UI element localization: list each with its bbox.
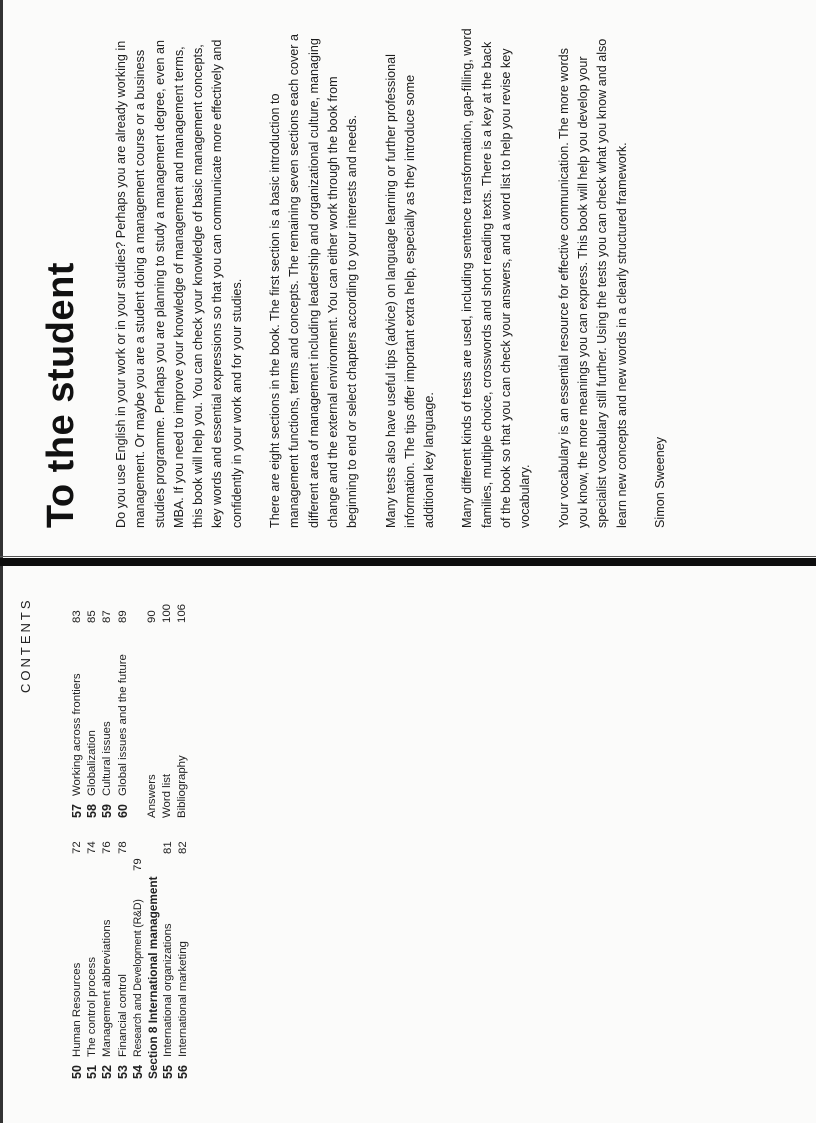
toc-column-left <box>70 829 192 1079</box>
toc-entry-title: Working across frontiers <box>71 673 83 796</box>
toc-entry-page: 74 <box>86 841 99 854</box>
toc-entry-page: 106 <box>176 603 189 623</box>
toc-entry-number: 57 <box>70 804 84 818</box>
toc-entry-title: Word list <box>160 773 173 818</box>
toc-entry <box>116 829 131 1079</box>
paragraph: Do you use English in your work or in your studies? Perhaps you are already working in management. Or maybe you are a student doing a management course or a business studies programme. Perhaps you are planning to study a management degree, even an MBA. If you need to improve your knowledge of management and management terms, this book will help you. You can check your knowledge of basic management concepts, key words and essential expressions so that you can communicate more effectively and confidently in your work and for your studies. <box>114 39 244 528</box>
toc-entry-page: 82 <box>177 841 190 854</box>
toc-extra-entry <box>145 598 160 818</box>
toc-entry <box>161 829 176 1079</box>
toc-entry-page: 90 <box>145 610 158 623</box>
toc-extra-entry <box>175 598 190 818</box>
toc-entry <box>70 598 85 818</box>
toc-entry <box>100 598 115 818</box>
toc-entry-number: 59 <box>100 804 115 818</box>
toc-entry-title: International organizations <box>162 923 175 1057</box>
toc-entry-title: Financial control <box>116 974 129 1057</box>
article-body <box>112 28 689 528</box>
toc-entry <box>176 829 191 1079</box>
toc-entry-number: 60 <box>115 804 130 818</box>
toc-entry <box>100 829 115 1079</box>
paragraph: Your vocabulary is an essential resource for effective communication. The more words you know, the more meanings you can express. This book will help you develop your specialist vocabulary still further. Using the tests you can check what you know and also learn new concepts and new words in a clearly structured framework. <box>556 38 629 528</box>
toc-entry <box>85 598 100 818</box>
paragraph: Many different kinds of tests are used, including sentence transformation, gap-filling, word families, multiple choice, crosswords and short reading texts. There is a key at the back of the book so that you can check your answers, and a word list to help you revise key vocabulary. <box>460 28 533 528</box>
toc-entry-title: Cultural issues <box>101 721 114 796</box>
toc-entry-page: 100 <box>160 603 173 623</box>
toc-entry-page: 81 <box>162 841 175 854</box>
toc-entry-number: 56 <box>176 1065 191 1079</box>
toc-extra-entry <box>160 598 175 818</box>
toc-entry-number: 55 <box>161 1065 176 1079</box>
toc-entry-title: Human Resources <box>71 962 83 1057</box>
toc-entry-title: Globalization <box>86 730 99 796</box>
toc-entry-title: Answers <box>145 774 158 818</box>
paragraph: Many tests also have useful tips (advice) on language learning or further professional information. The tips offer important extra help, especially as they introduce some additional key language. <box>383 54 437 528</box>
book-spine-shadow <box>0 558 816 566</box>
running-head: CONTENTS <box>18 597 33 693</box>
toc-entry-number: 54 <box>130 1065 145 1079</box>
toc-entry-number: 52 <box>100 1065 115 1079</box>
toc-entry-title: Research and Development (R&D) <box>131 899 144 1057</box>
toc-entry-page: 85 <box>86 610 99 623</box>
toc-entry <box>70 829 85 1079</box>
toc-entry-number: 58 <box>85 804 100 818</box>
toc-entry-page: 89 <box>116 610 129 623</box>
paragraph: There are eight sections in the book. The first section is a basic introduction to management functions, terms and concepts. The remaining seven sections each cover a different area of management including leadership and organizational culture, managing change and the external environment. You can either work through the book from beginning to end or select chapters according to your interests and needs. <box>268 34 360 528</box>
toc-entry-page: 78 <box>116 841 129 854</box>
toc-entry-number: 50 <box>70 1065 84 1079</box>
author-signature: Simon Sweeney <box>652 436 667 528</box>
toc-entry-page: 72 <box>71 841 83 854</box>
toc-entry <box>116 598 131 818</box>
toc-entry-page: 79 <box>131 858 144 871</box>
page-title: To the student <box>40 262 82 528</box>
toc-entry-title: International marketing <box>177 941 190 1057</box>
toc-entry-title: The control process <box>86 956 99 1057</box>
toc-entry <box>85 829 100 1079</box>
toc-spacer <box>131 598 145 818</box>
toc-entry-title: Management abbreviations <box>101 919 114 1057</box>
toc-entry <box>131 829 146 1079</box>
toc-entry-page: 87 <box>101 610 114 623</box>
toc-entry-number: 53 <box>115 1065 130 1079</box>
toc-entry-title: Bibliography <box>176 755 189 818</box>
book-spine-line <box>0 556 816 557</box>
toc-entry-page: 76 <box>101 841 114 854</box>
toc-column-right <box>70 598 190 818</box>
toc-entry-page: 83 <box>71 610 83 623</box>
toc-section-heading: Section 8 International management <box>145 876 160 1079</box>
toc-entry-number: 51 <box>85 1065 100 1079</box>
toc-entry-title: Global issues and the future <box>116 654 129 796</box>
